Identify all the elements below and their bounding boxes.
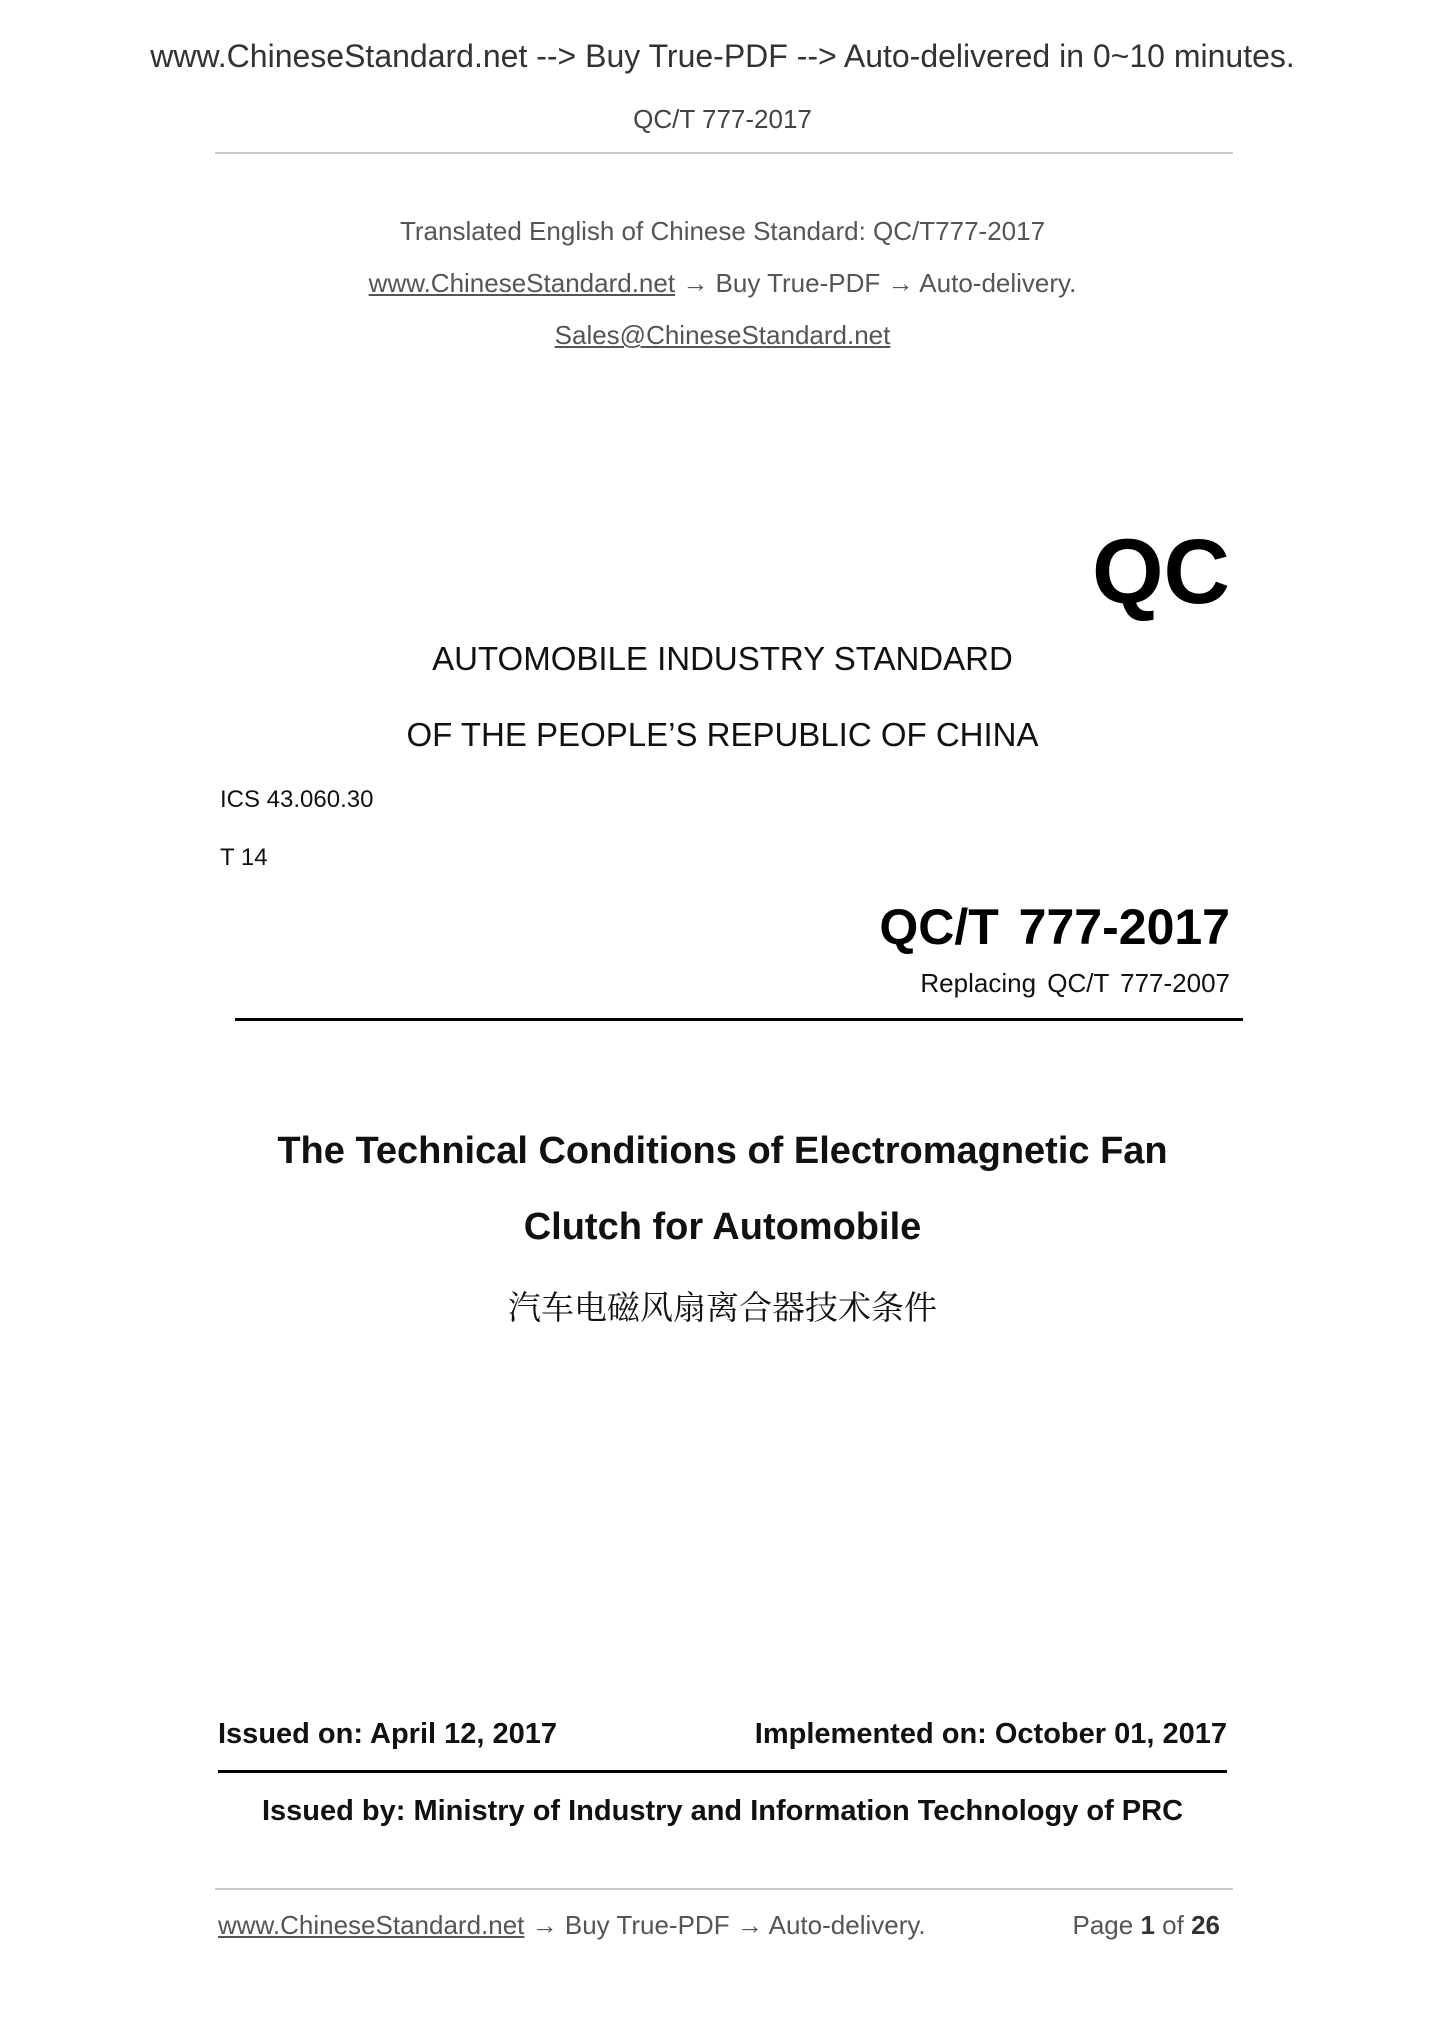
top-banner-text: www.ChineseStandard.net --> Buy True-PDF --> Auto-delivered in 0~10 minutes. bbox=[150, 38, 1295, 74]
qc-standard-mark bbox=[1060, 520, 1230, 625]
page-number: 1 bbox=[1140, 1910, 1155, 1940]
ics-code-text: ICS 43.060.30 bbox=[220, 786, 374, 813]
document-title-line-1 bbox=[0, 1130, 1445, 1173]
buy-true-pdf-text: Buy True-PDF bbox=[715, 268, 881, 298]
running-header-text: QC/T 777-2017 bbox=[633, 104, 812, 134]
document-title-chinese bbox=[0, 1282, 1445, 1329]
standard-number bbox=[760, 898, 1230, 956]
top-banner bbox=[0, 38, 1445, 75]
page-total: 26 bbox=[1191, 1910, 1220, 1940]
sales-line bbox=[0, 320, 1445, 351]
title-divider bbox=[235, 1018, 1243, 1021]
industry-standard-line-2 bbox=[0, 716, 1445, 754]
buy-line bbox=[0, 268, 1445, 299]
arrow-right-icon: → bbox=[887, 268, 914, 298]
auto-delivery-text: Auto-delivery. bbox=[919, 268, 1077, 298]
standard-number-text: QC/T 777-2017 bbox=[879, 899, 1230, 955]
document-title-text-1: The Technical Conditions of Electromagnetic Fan bbox=[277, 1130, 1168, 1172]
arrow-right-icon: → bbox=[682, 268, 709, 298]
industry-standard-text-1: AUTOMOBILE INDUSTRY STANDARD bbox=[432, 640, 1013, 677]
implemented-on-date bbox=[730, 1718, 1227, 1751]
category-code-text: T 14 bbox=[220, 844, 268, 871]
page-indicator bbox=[900, 1910, 1220, 1941]
translated-notice bbox=[0, 216, 1445, 247]
buy-site-link[interactable]: www.ChineseStandard.net bbox=[368, 268, 676, 298]
issued-by bbox=[0, 1795, 1445, 1828]
arrow-right-icon: → bbox=[736, 1910, 763, 1940]
document-title-line-2 bbox=[0, 1206, 1445, 1249]
of-label: of bbox=[1162, 1910, 1184, 1940]
document-title-chinese-text: 汽车电磁风扇离合器技术条件 bbox=[508, 1289, 937, 1326]
industry-standard-line-1 bbox=[0, 640, 1445, 678]
industry-standard-text-2: OF THE PEOPLE’S REPUBLIC OF CHINA bbox=[406, 716, 1039, 753]
document-title-text-2: Clutch for Automobile bbox=[523, 1206, 922, 1248]
replacing-standard bbox=[760, 968, 1230, 999]
issue-divider bbox=[218, 1770, 1227, 1773]
footer-buy-line bbox=[218, 1910, 926, 1941]
ics-code bbox=[220, 786, 373, 814]
category-code bbox=[220, 844, 268, 872]
footer-delivery-text: Auto-delivery. bbox=[768, 1910, 926, 1940]
running-header bbox=[0, 104, 1445, 135]
translated-notice-text: Translated English of Chinese Standard: QC/T777-2017 bbox=[399, 216, 1046, 246]
page-label: Page bbox=[1072, 1910, 1134, 1940]
sales-email-link[interactable]: Sales@ChineseStandard.net bbox=[554, 320, 891, 350]
replacing-standard-text: Replacing QC/T 777-2007 bbox=[920, 968, 1230, 998]
header-divider bbox=[215, 152, 1233, 154]
issued-on-date bbox=[218, 1718, 557, 1751]
arrow-right-icon: → bbox=[531, 1910, 558, 1940]
footer-buy-text: Buy True-PDF bbox=[564, 1910, 730, 1940]
footer-divider bbox=[215, 1888, 1233, 1890]
issued-by-text: Issued by: Ministry of Industry and Information Technology of PRC bbox=[261, 1795, 1184, 1827]
issued-on-text: Issued on: April 12, 2017 bbox=[218, 1718, 557, 1750]
implemented-on-text: Implemented on: October 01, 2017 bbox=[754, 1718, 1227, 1750]
footer-site-link[interactable]: www.ChineseStandard.net bbox=[218, 1910, 525, 1940]
qc-mark-text: QC bbox=[1092, 521, 1230, 623]
